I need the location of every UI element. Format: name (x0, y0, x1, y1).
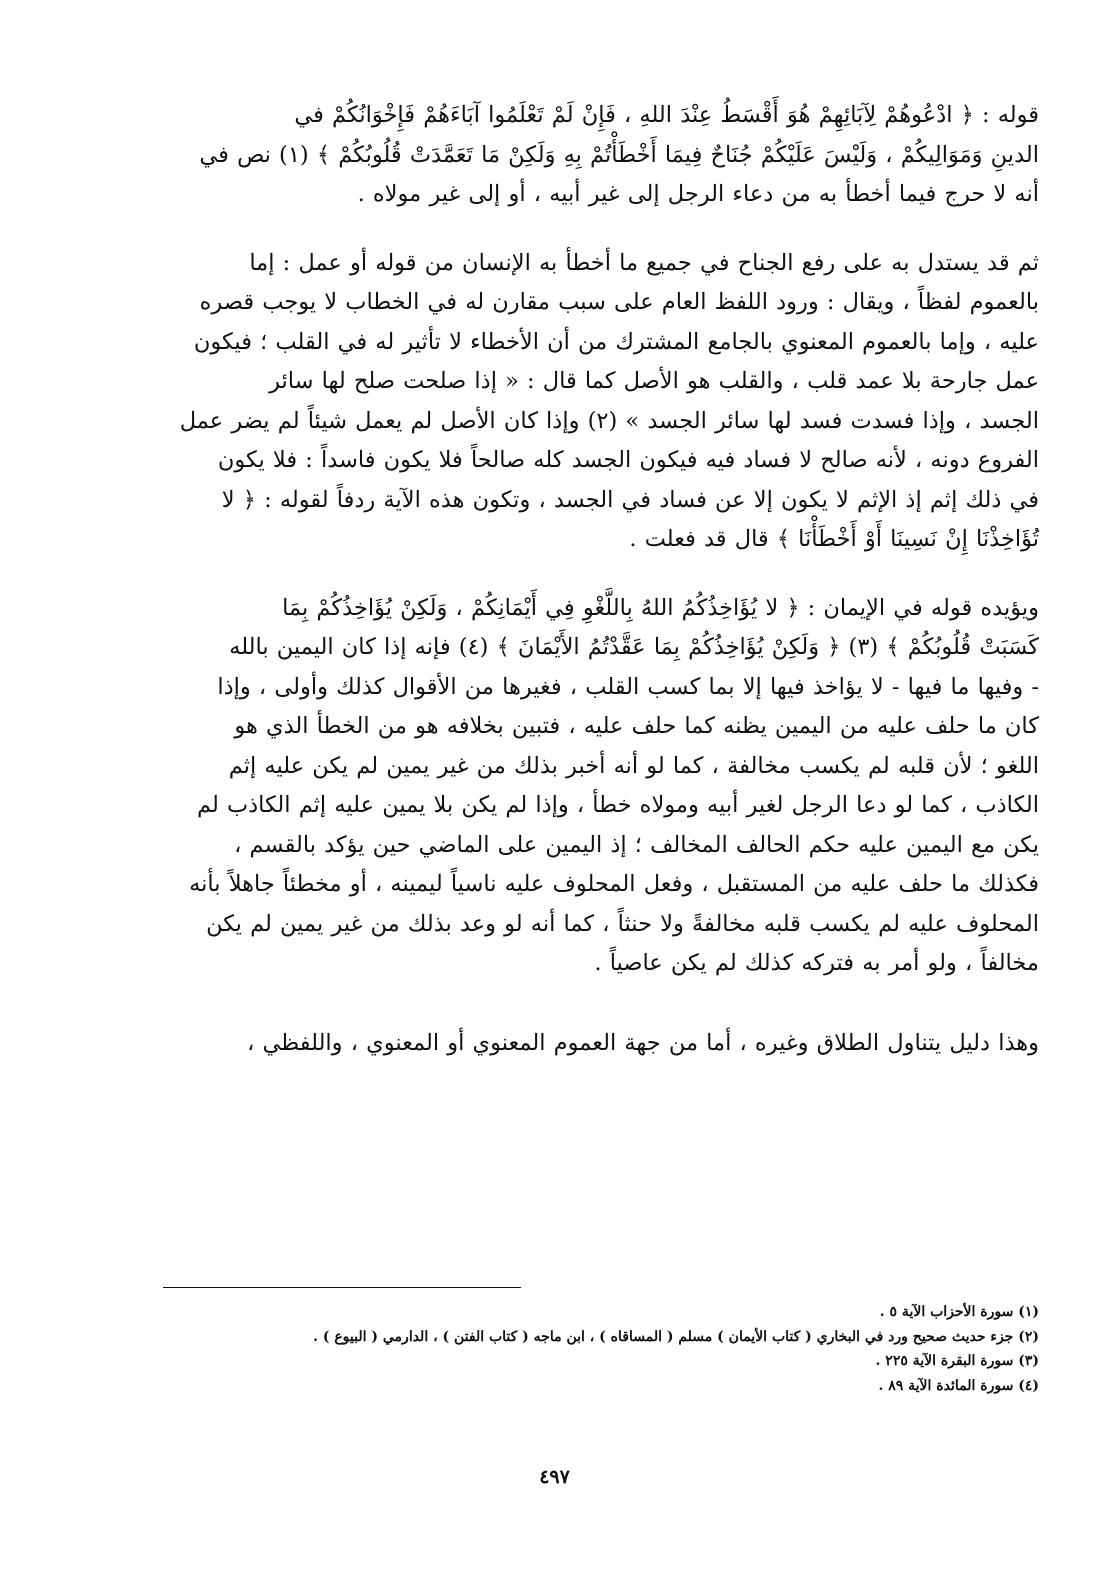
footnote-2: (٢) جزء حديث صحيح ورد في البخاري ( كتاب الأيمان ) مسلم ( المساقاه ) ، ابن ماجه ( كتاب الفتن ) ، الدارمي ( البيوع ) . (313, 1328, 1039, 1345)
footnote-4: (٤) سورة المائدة الآية ٨٩ . (878, 1377, 1039, 1394)
footnotes-list (70, 1300, 1039, 1398)
footnote-3: (٣) سورة البقرة الآية ٢٢٥ . (875, 1353, 1039, 1369)
paragraph-4: وهذا دليل يتناول الطلاق وغيره ، أما من جهة العموم المعنوي أو المعنوي ، واللفظي ، (247, 1029, 1039, 1056)
paragraph-1: قوله : ﴿ ادْعُوهُمْ لِآبَائِهِمْ هُوَ أَقْسَطُ عِنْدَ اللهِ ، فَإِنْ لَمْ تَعْلَمُوا آبَاءَهُمْ فَإِخْوَانُكُمْ في الدينِ وَمَوَالِيكُمْ ، وَلَيْسَ عَلَيْكُمْ جُنَاحٌ فِيمَا أَخْطَأْتُمْ بِهِ وَلَكِنْ مَا تَعَمَّدَتْ قُلُوبُكُمْ ﴾ (١) نص في أنه لا حرج فيما أخطأ به من دعاء الرجل إلى غير أبيه ، أو إلى غير مولاه . (199, 102, 1039, 207)
footnote-separator (163, 1287, 521, 1288)
page-body (70, 96, 1039, 1580)
footnote-1: (١) سورة الأحزاب الآية ٥ . (879, 1304, 1039, 1320)
paragraph-2: ثم قد يستدل به على رفع الجناح في جميع ما أخطأ به الإنسان من قوله أو عمل : إما بالعموم لفظاً ، ويقال : ورود اللفظ العام على سبب مقارن له في الخطاب لا يوجب قصره عليه ، وإما بالعموم المعنوي بالجامع المشترك من أن الأخطاء لا تأثير له في القلب ؛ فيكون عمل جارحة بلا عمد قلب ، والقلب هو الأصل كما قال : « إذا صلحت صلح لها سائر الجسد ، وإذا فسدت فسد لها سائر الجسد » (٢) وإذا كان الأصل لم يعمل شيئاً لم يضر عمل الفروع دونه ، لأنه صالح لا فساد فيه فيكون الجسد كله صالحاً فلا يكون فاسداً : فلا يكون في ذلك إثم إذ الإثم لا يكون إلا عن فساد في الجسد ، وتكون هذه الآية ردفاً لقوله : ﴿ لا تُؤَاخِذْنَا إِنْ نَسِينَا أَوْ أَخْطَأْنَا ﴾ قال قد فعلت . (179, 249, 1039, 552)
paragraph-3: ويؤيده قوله في الإيمان : ﴿ لا يُؤَاخِذُكُمُ اللهُ بِاللَّغْوِ فِي أَيْمَانِكُمْ ، وَلَكِنْ يُؤَاخِذُكُمْ بِمَا كَسَبَتْ قُلُوبُكُمْ ﴾ (٣) ﴿ وَلَكِنْ يُؤَاخِذُكُمْ بِمَا عَقَّدْتُمُ الأَيْمَانَ ﴾ (٤) فإنه إذا كان اليمين بالله - وفيها ما فيها - لا يؤاخذ فيها إلا بما كسب القلب ، فغيرها من الأقوال كذلك وأولى ، وإذا كان ما حلف عليه من اليمين يظنه كما حلف عليه ، فتبين بخلافه هو من الخطأ الذي هو اللغو ؛ لأن قلبه لم يكسب مخالفة ، كما لو أنه أخبر بذلك من غير يمين لم يكن عليه إثم الكاذب ، كما لو دعا الرجل لغير أبيه ومولاه خطأ ، وإذا لم يكن بلا يمين عليه إثم الكاذب لم يكن مع اليمين عليه حكم الحالف المخالف ؛ إذ اليمين على الماضي حين يؤكد بالقسم ، فكذلك ما حلف عليه من المستقبل ، وفعل المحلوف عليه ناسياً ليمينه ، أو مخطئاً جاهلاً بأنه المحلوف عليه لم يكسب قلبه مخالفةً ولا حنثاً ، كما أنه لو وعد بذلك من غير يمين لم يكن مخالفاً ، ولو أمر به فتركه كذلك لم يكن عاصياً . (189, 594, 1039, 976)
page-number: ٤٩٧ (539, 1466, 570, 1488)
